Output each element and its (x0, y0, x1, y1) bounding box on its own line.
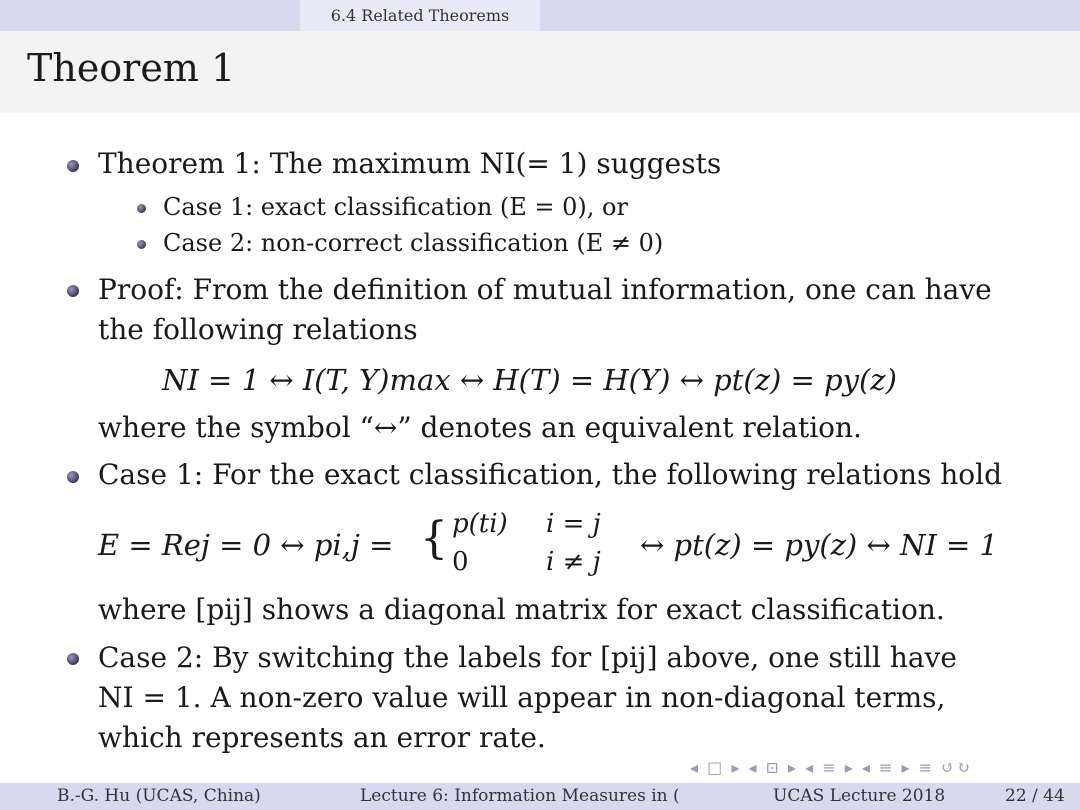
bullet-proof-line1: Proof: From the definition of mutual information, one can have (98, 273, 992, 306)
footer-lecture: Lecture 6: Information Measures in ( (360, 786, 680, 806)
footer-bar (0, 783, 1080, 810)
case-condition-1: i = j (546, 509, 601, 539)
footer-page-number: 22 / 44 (1005, 786, 1065, 806)
bullet-case2-line1: Case 2: By switching the labels for [pij] above, one still have (98, 641, 957, 674)
case-condition-2: i ≠ j (546, 547, 601, 577)
bullet-case2-line2: NI = 1. A non-zero value will appear in non-diagonal terms, (98, 681, 946, 714)
sub-bullet-icon (137, 240, 146, 249)
footer-venue: UCAS Lecture 2018 (773, 786, 946, 806)
frame-title: Theorem 1 (27, 46, 236, 90)
proof-explanation: where the symbol “↔” denotes an equivalent relation. (98, 411, 862, 444)
equation-proof: NI = 1 ↔ I(T, Y)max ↔ H(T) = H(Y) ↔ pt(z) = py(z) (162, 363, 897, 397)
bullet-icon (67, 471, 79, 483)
brace: { (420, 513, 448, 564)
case-value-1: p(ti) (452, 509, 508, 539)
case-value-2: 0 (452, 547, 469, 577)
bullet-icon (67, 160, 79, 172)
sub-bullet-case2: Case 2: non-correct classification (E ≠ 0) (163, 229, 664, 257)
section-tab[interactable]: 6.4 Related Theorems (300, 0, 540, 31)
section-bar (0, 0, 1080, 31)
footer-author: B.-G. Hu (UCAS, China) (57, 786, 261, 806)
bullet-icon (67, 653, 79, 665)
equation-case1-left: E = Rej = 0 ↔ pi,j = (98, 528, 394, 562)
beamer-navigation-icons[interactable]: ◂ □ ▸ ◂ ⊡ ▸ ◂ ≡ ▸ ◂ ≡ ▸ ≡ ↺↻ (690, 758, 972, 777)
sub-bullet-case1: Case 1: exact classification (E = 0), or (163, 193, 628, 221)
sub-bullet-icon (137, 204, 146, 213)
bullet-case1-line1: Case 1: For the exact classification, the following relations hold (98, 458, 1003, 491)
bullet-theorem: Theorem 1: The maximum NI(= 1) suggests (98, 147, 722, 180)
bullet-case2-line3: which represents an error rate. (98, 721, 546, 754)
equation-case1-right: ↔ pt(z) = py(z) ↔ NI = 1 (640, 528, 998, 562)
bullet-icon (67, 285, 79, 297)
bullet-proof-line2: the following relations (98, 313, 418, 346)
case1-explanation: where [pij] shows a diagonal matrix for exact classification. (98, 593, 945, 626)
